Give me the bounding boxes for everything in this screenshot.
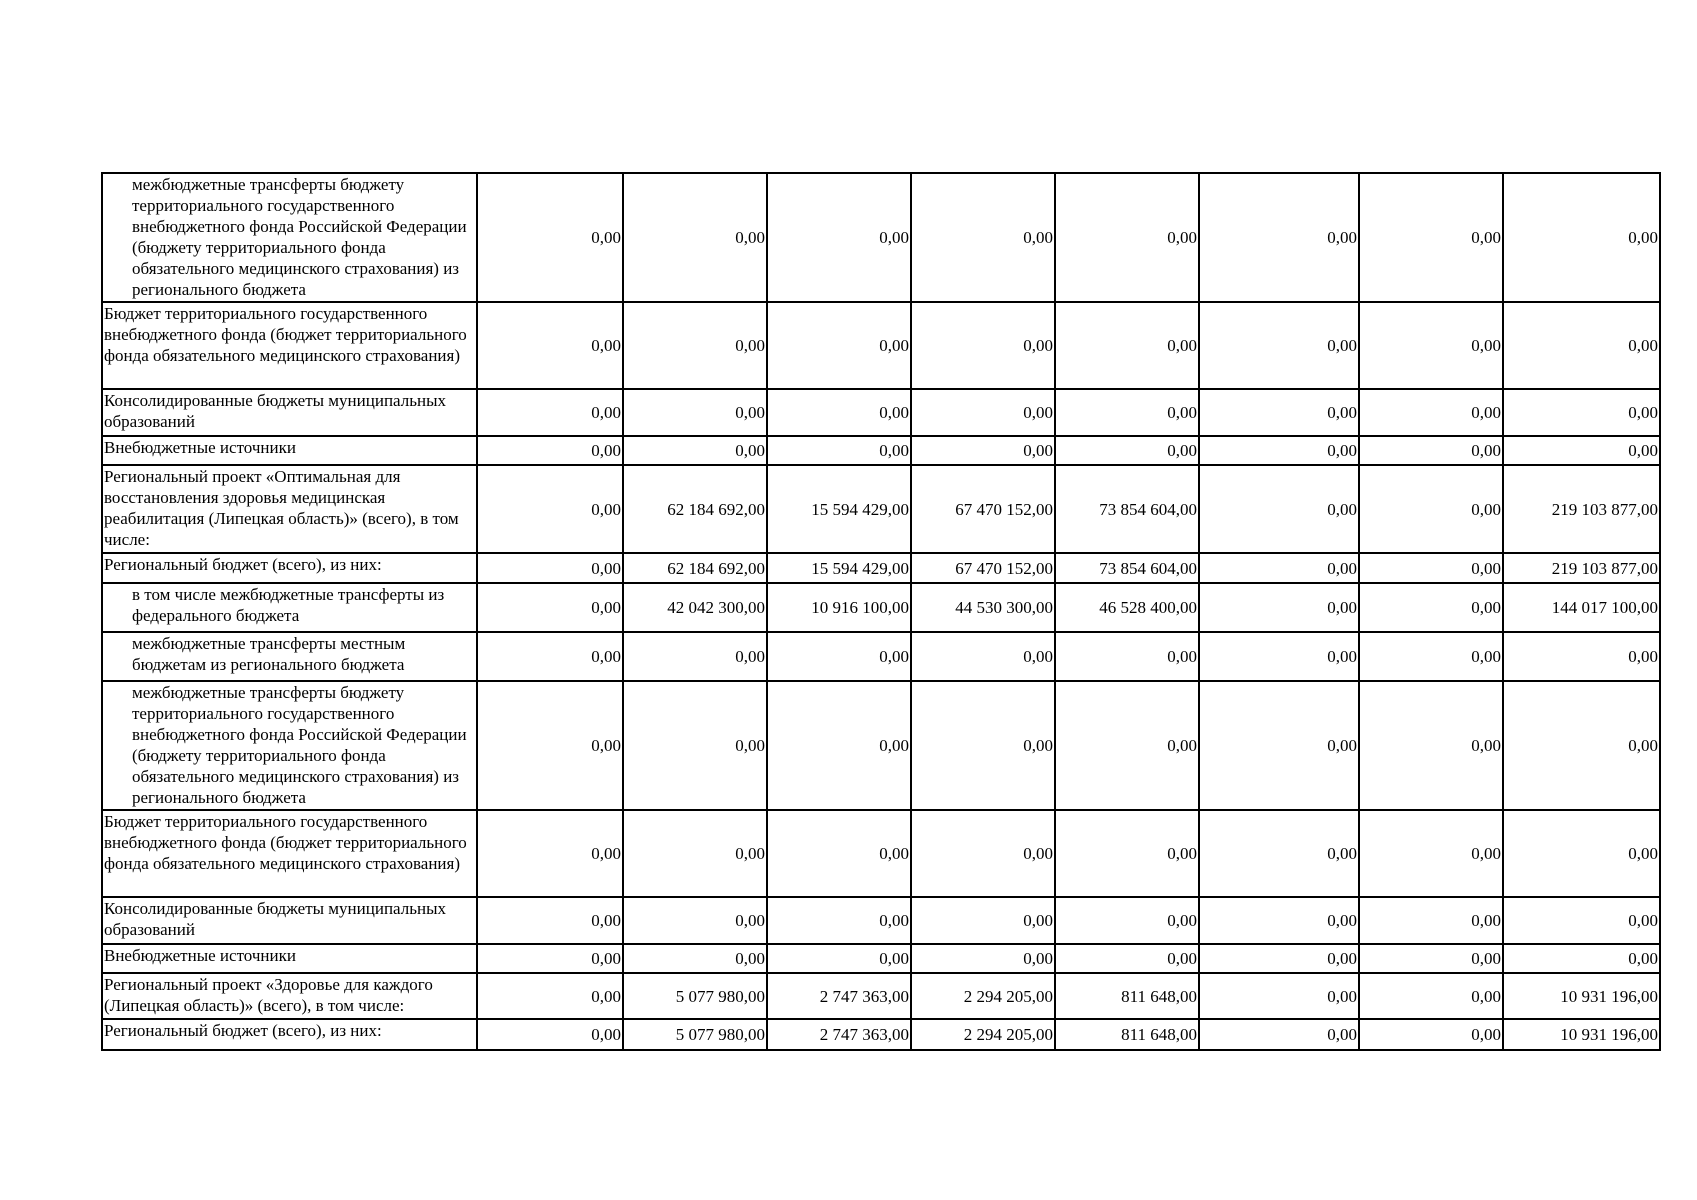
value-cell-col-1: 0,00 (477, 944, 623, 973)
value-cell-col-7: 0,00 (1359, 681, 1503, 810)
table-row (102, 302, 1660, 389)
value-cell-col-3: 15 594 429,00 (767, 465, 911, 553)
value-cell-col-3: 0,00 (767, 944, 911, 973)
value-cell-col-5: 0,00 (1055, 632, 1199, 681)
table-row (102, 436, 1660, 465)
row-label-cell: в том числе межбюджетные трансферты из федерального бюджета (102, 583, 477, 632)
value-cell-col-8: 0,00 (1503, 944, 1660, 973)
value-cell-col-1: 0,00 (477, 389, 623, 436)
value-cell-col-3: 2 747 363,00 (767, 1019, 911, 1050)
value-cell-col-4: 67 470 152,00 (911, 465, 1055, 553)
value-cell-col-8: 0,00 (1503, 632, 1660, 681)
value-cell-col-8: 144 017 100,00 (1503, 583, 1660, 632)
value-cell-col-6: 0,00 (1199, 389, 1359, 436)
value-cell-col-5: 0,00 (1055, 944, 1199, 973)
value-cell-col-6: 0,00 (1199, 632, 1359, 681)
value-cell-col-3: 0,00 (767, 436, 911, 465)
value-cell-col-4: 0,00 (911, 810, 1055, 897)
value-cell-col-1: 0,00 (477, 173, 623, 302)
value-cell-col-6: 0,00 (1199, 583, 1359, 632)
value-cell-col-7: 0,00 (1359, 436, 1503, 465)
value-cell-col-5: 73 854 604,00 (1055, 553, 1199, 583)
value-cell-col-7: 0,00 (1359, 944, 1503, 973)
value-cell-col-3: 0,00 (767, 897, 911, 944)
value-cell-col-2: 62 184 692,00 (623, 553, 767, 583)
value-cell-col-3: 2 747 363,00 (767, 973, 911, 1019)
value-cell-col-6: 0,00 (1199, 302, 1359, 389)
value-cell-col-7: 0,00 (1359, 973, 1503, 1019)
table-row (102, 897, 1660, 944)
value-cell-col-8: 0,00 (1503, 681, 1660, 810)
value-cell-col-8: 0,00 (1503, 810, 1660, 897)
value-cell-col-2: 42 042 300,00 (623, 583, 767, 632)
value-cell-col-4: 2 294 205,00 (911, 973, 1055, 1019)
value-cell-col-1: 0,00 (477, 973, 623, 1019)
value-cell-col-6: 0,00 (1199, 1019, 1359, 1050)
row-label-cell: Региональный бюджет (всего), из них: (102, 1019, 477, 1050)
value-cell-col-7: 0,00 (1359, 465, 1503, 553)
row-label-cell: межбюджетные трансферты бюджету территориального государственного внебюджетного фонда Российской Федерации (бюджету территориального фонда обязательного медицинского страхования) из регионального бюджета (102, 173, 477, 302)
value-cell-col-5: 0,00 (1055, 436, 1199, 465)
value-cell-col-4: 0,00 (911, 944, 1055, 973)
value-cell-col-6: 0,00 (1199, 465, 1359, 553)
value-cell-col-6: 0,00 (1199, 553, 1359, 583)
row-label-cell: Консолидированные бюджеты муниципальных образований (102, 389, 477, 436)
value-cell-col-2: 5 077 980,00 (623, 973, 767, 1019)
value-cell-col-4: 44 530 300,00 (911, 583, 1055, 632)
value-cell-col-8: 219 103 877,00 (1503, 465, 1660, 553)
value-cell-col-7: 0,00 (1359, 553, 1503, 583)
value-cell-col-7: 0,00 (1359, 1019, 1503, 1050)
value-cell-col-2: 0,00 (623, 389, 767, 436)
value-cell-col-7: 0,00 (1359, 810, 1503, 897)
value-cell-col-1: 0,00 (477, 302, 623, 389)
table-body (102, 173, 1660, 1050)
value-cell-col-7: 0,00 (1359, 173, 1503, 302)
value-cell-col-7: 0,00 (1359, 632, 1503, 681)
value-cell-col-2: 0,00 (623, 173, 767, 302)
value-cell-col-6: 0,00 (1199, 436, 1359, 465)
row-label-cell: Региональный проект «Оптимальная для восстановления здоровья медицинская реабилитация (Липецкая область)» (всего), в том числе: (102, 465, 477, 553)
value-cell-col-8: 0,00 (1503, 436, 1660, 465)
table-row (102, 173, 1660, 302)
value-cell-col-7: 0,00 (1359, 389, 1503, 436)
value-cell-col-4: 0,00 (911, 436, 1055, 465)
value-cell-col-8: 0,00 (1503, 302, 1660, 389)
table-row (102, 465, 1660, 553)
value-cell-col-5: 0,00 (1055, 681, 1199, 810)
value-cell-col-5: 0,00 (1055, 810, 1199, 897)
value-cell-col-6: 0,00 (1199, 944, 1359, 973)
row-label-cell: Региональный проект «Здоровье для каждого (Липецкая область)» (всего), в том числе: (102, 973, 477, 1019)
value-cell-col-1: 0,00 (477, 632, 623, 681)
table-row (102, 973, 1660, 1019)
table-row (102, 583, 1660, 632)
row-label-cell: межбюджетные трансферты местным бюджетам из регионального бюджета (102, 632, 477, 681)
value-cell-col-7: 0,00 (1359, 302, 1503, 389)
value-cell-col-1: 0,00 (477, 810, 623, 897)
value-cell-col-6: 0,00 (1199, 897, 1359, 944)
value-cell-col-8: 10 931 196,00 (1503, 973, 1660, 1019)
value-cell-col-4: 0,00 (911, 681, 1055, 810)
value-cell-col-4: 0,00 (911, 389, 1055, 436)
value-cell-col-1: 0,00 (477, 436, 623, 465)
value-cell-col-5: 811 648,00 (1055, 973, 1199, 1019)
table-row (102, 1019, 1660, 1050)
value-cell-col-5: 0,00 (1055, 389, 1199, 436)
row-label-cell: межбюджетные трансферты бюджету территориального государственного внебюджетного фонда Российской Федерации (бюджету территориального фонда обязательного медицинского страхования) из регионального бюджета (102, 681, 477, 810)
value-cell-col-4: 2 294 205,00 (911, 1019, 1055, 1050)
value-cell-col-4: 67 470 152,00 (911, 553, 1055, 583)
table-row (102, 553, 1660, 583)
value-cell-col-5: 73 854 604,00 (1055, 465, 1199, 553)
value-cell-col-2: 0,00 (623, 302, 767, 389)
value-cell-col-8: 0,00 (1503, 897, 1660, 944)
value-cell-col-6: 0,00 (1199, 681, 1359, 810)
value-cell-col-8: 0,00 (1503, 173, 1660, 302)
value-cell-col-1: 0,00 (477, 681, 623, 810)
table-row (102, 681, 1660, 810)
value-cell-col-2: 5 077 980,00 (623, 1019, 767, 1050)
row-label-cell: Региональный бюджет (всего), из них: (102, 553, 477, 583)
value-cell-col-6: 0,00 (1199, 810, 1359, 897)
value-cell-col-1: 0,00 (477, 465, 623, 553)
row-label-cell: Внебюджетные источники (102, 436, 477, 465)
value-cell-col-5: 46 528 400,00 (1055, 583, 1199, 632)
value-cell-col-5: 0,00 (1055, 173, 1199, 302)
row-label-cell: Консолидированные бюджеты муниципальных образований (102, 897, 477, 944)
value-cell-col-3: 0,00 (767, 173, 911, 302)
value-cell-col-1: 0,00 (477, 897, 623, 944)
value-cell-col-1: 0,00 (477, 583, 623, 632)
value-cell-col-2: 0,00 (623, 436, 767, 465)
value-cell-col-1: 0,00 (477, 1019, 623, 1050)
budget-table (101, 172, 1661, 1051)
value-cell-col-3: 0,00 (767, 810, 911, 897)
value-cell-col-5: 811 648,00 (1055, 1019, 1199, 1050)
value-cell-col-7: 0,00 (1359, 583, 1503, 632)
value-cell-col-4: 0,00 (911, 173, 1055, 302)
value-cell-col-6: 0,00 (1199, 973, 1359, 1019)
value-cell-col-2: 62 184 692,00 (623, 465, 767, 553)
value-cell-col-2: 0,00 (623, 944, 767, 973)
table-row (102, 810, 1660, 897)
value-cell-col-3: 0,00 (767, 632, 911, 681)
table-row (102, 389, 1660, 436)
table-row (102, 632, 1660, 681)
value-cell-col-2: 0,00 (623, 632, 767, 681)
value-cell-col-5: 0,00 (1055, 897, 1199, 944)
row-label-cell: Внебюджетные источники (102, 944, 477, 973)
value-cell-col-3: 15 594 429,00 (767, 553, 911, 583)
value-cell-col-2: 0,00 (623, 897, 767, 944)
value-cell-col-6: 0,00 (1199, 173, 1359, 302)
value-cell-col-3: 0,00 (767, 302, 911, 389)
value-cell-col-7: 0,00 (1359, 897, 1503, 944)
value-cell-col-2: 0,00 (623, 810, 767, 897)
value-cell-col-4: 0,00 (911, 897, 1055, 944)
value-cell-col-3: 10 916 100,00 (767, 583, 911, 632)
value-cell-col-5: 0,00 (1055, 302, 1199, 389)
row-label-cell: Бюджет территориального государственного внебюджетного фонда (бюджет территориального фонда обязательного медицинского страхования) (102, 810, 477, 897)
value-cell-col-1: 0,00 (477, 553, 623, 583)
table-row (102, 944, 1660, 973)
value-cell-col-8: 0,00 (1503, 389, 1660, 436)
value-cell-col-4: 0,00 (911, 632, 1055, 681)
value-cell-col-3: 0,00 (767, 681, 911, 810)
value-cell-col-2: 0,00 (623, 681, 767, 810)
value-cell-col-3: 0,00 (767, 389, 911, 436)
row-label-cell: Бюджет территориального государственного внебюджетного фонда (бюджет территориального фонда обязательного медицинского страхования) (102, 302, 477, 389)
value-cell-col-4: 0,00 (911, 302, 1055, 389)
value-cell-col-8: 219 103 877,00 (1503, 553, 1660, 583)
value-cell-col-8: 10 931 196,00 (1503, 1019, 1660, 1050)
